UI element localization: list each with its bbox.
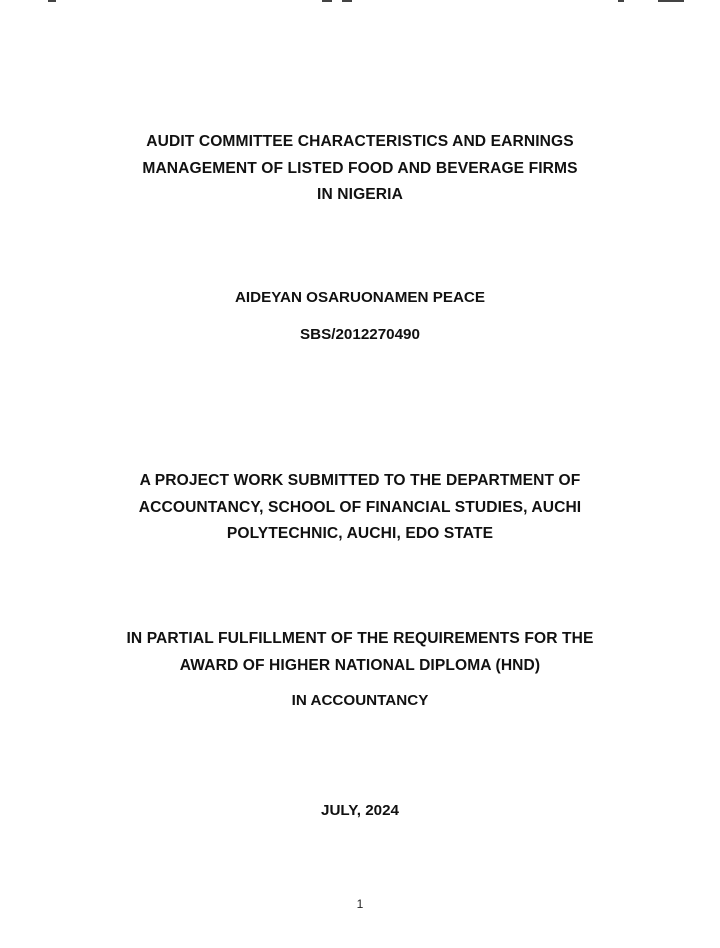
author-name: AIDEYAN OSARUONAMEN PEACE [234,289,486,306]
submission-line: POLYTECHNIC, AUCHI, EDO STATE [226,525,494,542]
fulfillment-statement [95,626,625,679]
submission-line: A PROJECT WORK SUBMITTED TO THE DEPARTMENT OF [139,472,581,489]
fulfillment-line: AWARD OF HIGHER NATIONAL DIPLOMA (HND) [179,656,541,674]
matric-number: SBS/2012270490 [300,326,420,343]
menu-icon[interactable] [658,0,684,2]
edit-icon[interactable] [618,0,624,2]
title-line: MANAGEMENT OF LISTED FOOD AND BEVERAGE FIRMS [142,159,578,177]
title-line: IN NIGERIA [317,186,403,203]
back-arrow-icon[interactable] [48,0,56,2]
submission-line: ACCOUNTANCY, SCHOOL OF FINANCIAL STUDIES, AUCHI [138,498,582,516]
title-line: AUDIT COMMITTEE CHARACTERISTICS AND EARNINGS [146,133,574,150]
document-title [95,129,625,209]
viewer-toolbar-remnant [0,0,720,4]
page-number: 1 [356,897,364,911]
toolbar-icon[interactable] [342,0,352,2]
discipline: IN ACCOUNTANCY [291,692,429,709]
toolbar-icon[interactable] [322,0,332,2]
submission-date: JULY, 2024 [321,802,399,819]
fulfillment-line: IN PARTIAL FULFILLMENT OF THE REQUIREMENTS FOR THE [126,630,594,647]
submission-statement [95,468,625,548]
